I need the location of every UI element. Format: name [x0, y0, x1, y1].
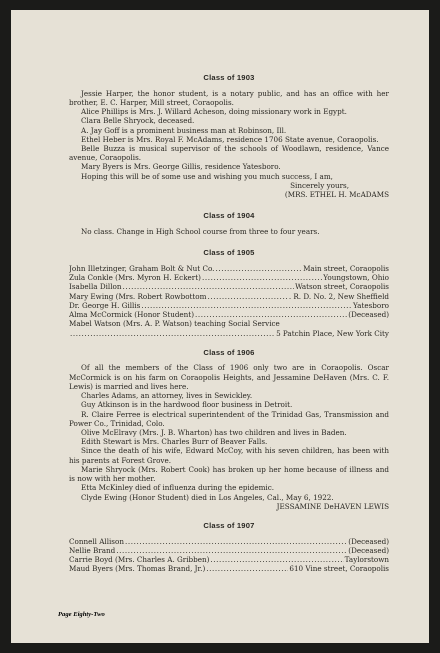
entry-location: 610 Vine street, Coraopolis — [289, 564, 389, 574]
entry-name: Dr. George H. Gillis — [69, 300, 141, 310]
paragraph: Charles Adams, an attorney, lives in Sewickley. — [81, 391, 253, 401]
closing: Sincerely yours, — [290, 180, 349, 190]
paragraph: No class. Change in High School course from three to four years. — [81, 227, 320, 237]
section-class-1906 — [69, 348, 389, 511]
yearbook-page — [11, 10, 429, 643]
heading-class-1907: Class of 1907 — [203, 520, 255, 530]
paragraph: Of all the members of the Class of 1906 only two are in Coraopolis. Oscar McCormick is on his farm on Coraopolis Heights, and Jessamine DeHaven (Mrs. C. F. Lewis) is married and lives here. — [69, 363, 389, 391]
heading-class-1905: Class of 1905 — [203, 248, 255, 258]
entry-location: (Deceased) — [348, 536, 389, 546]
list-item — [69, 555, 389, 564]
paragraph: Belle Buzza is musical supervisor of the schools of Woodlawn, residence, Vance avenue, Coraopolis. — [69, 144, 389, 163]
signature: JESSAMINE DeHAVEN LEWIS — [276, 501, 389, 511]
entry-name: Alma McCormick (Honor Student) — [69, 310, 194, 320]
entry-location: Yatesboro — [353, 300, 389, 310]
entry-location: . R. D. No. 2, New Sheffield — [288, 291, 389, 301]
paragraph: Clyde Ewing (Honor Student) died in Los Angeles, Cal., May 6, 1922. — [81, 492, 334, 502]
section-class-1907 — [69, 521, 389, 574]
paragraph: A. Jay Goff is a prominent business man at Robinson, Ill. — [81, 125, 287, 135]
paragraph: Ethel Heber is Mrs. Royal F. McAdams, residence 1706 State avenue, Coraopolis. — [81, 134, 379, 144]
section-class-1905 — [69, 248, 389, 337]
paragraph: Clara Belle Shryock, deceased. — [81, 116, 195, 126]
entry-location: Taylorstown — [344, 555, 389, 565]
paragraph: R. Claire Ferree is electrical superintendent of the Trinidad Gas, Transmission and Power Co., Trinidad, Colo. — [69, 409, 389, 428]
list-item — [69, 546, 389, 555]
list-item — [69, 282, 389, 291]
list-item — [69, 564, 389, 573]
section-class-1904 — [69, 211, 389, 236]
entry-location: (Deceased) — [348, 545, 389, 555]
heading-class-1904: Class of 1904 — [203, 211, 255, 221]
paragraph: Marie Shryock (Mrs. Robert Cook) has broken up her home because of illness and is now with her mother. — [69, 464, 389, 484]
paragraph: Jessie Harper, the honor student, is a notary public, and has an office with her brother, E. C. Harper, Mill street, Coraopolis. — [69, 88, 389, 107]
list-item — [69, 273, 389, 282]
entry-location: Main street, Coraopolis — [303, 264, 389, 273]
paragraph: Guy Atkinson is in the hardwood floor business in Detroit. — [81, 400, 293, 410]
entry-name: John Illetzinger, Graham Bolt & Nut Co. — [69, 264, 215, 273]
signature: (MRS. ETHEL H. McADAMS — [284, 190, 389, 200]
entry-location: Youngstown, Ohio — [323, 273, 389, 283]
paragraph: Etta McKinley died of influenza during the epidemic. — [81, 483, 275, 493]
entry-name: Carrie Boyd (Mrs. Charles A. Gribben) — [69, 555, 210, 565]
entry-location: Watson street, Coraopolis — [295, 282, 389, 292]
list-item — [69, 301, 389, 310]
entry-name: Nellie Brand — [69, 545, 116, 555]
entry-location: 5 Patchin Place, New York City — [276, 328, 389, 338]
paragraph: Olive McElravy (Mrs. J. B. Wharton) has two children and lives in Baden. — [81, 428, 347, 437]
list-item — [69, 329, 389, 338]
entry-name: Zula Conkle (Mrs. Myron H. Eckert) — [69, 273, 201, 283]
list-item — [69, 292, 389, 301]
page-number: Page Eighty-Two — [58, 611, 105, 618]
entry-name: Maud Byers (Mrs. Thomas Brand, Jr.) — [69, 564, 206, 574]
entry-name: Connell Allison — [69, 536, 124, 546]
paragraph: Mary Byers is Mrs. George Gillis, residence Yatesboro. — [81, 162, 281, 172]
entry-name: Mary Ewing (Mrs. Robert Rowbottom — [69, 291, 207, 301]
paragraph: Hoping this will be of some use and wishing you much success, I am, — [81, 171, 333, 181]
heading-class-1906: Class of 1906 — [203, 347, 255, 357]
heading-class-1903: Class of 1903 — [203, 73, 255, 82]
list-item — [69, 264, 389, 273]
paragraph: Since the death of his wife, Edward McCoy, with his seven children, has been with his parents at Forest Grove. — [69, 446, 389, 465]
entry-location: (Deceased) — [348, 310, 389, 320]
list-item — [69, 319, 389, 328]
list-item — [69, 537, 389, 546]
paragraph: Alice Phillips is Mrs. J. Willard Acheson, doing missionary work in Egypt. — [81, 107, 347, 117]
list-item — [69, 310, 389, 319]
entry-name: Mabel Watson (Mrs. A. P. Watson) teaching Social Service — [69, 319, 280, 329]
paragraph: Edith Stewart is Mrs. Charles Burr of Beaver Falls. — [81, 437, 268, 447]
section-class-1903 — [69, 73, 389, 199]
entry-name: Isabella Dillon — [69, 282, 122, 292]
